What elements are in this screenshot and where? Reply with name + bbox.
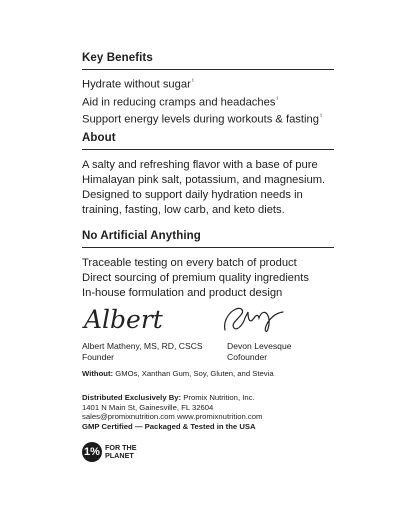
planet-logo-text: FOR THE PLANET: [105, 443, 137, 460]
benefit-line: Aid in reducing cramps and headaches$^{^1}$: [82, 96, 279, 109]
albert-signature-image: [82, 304, 172, 334]
cofounder-signature-block: [221, 304, 292, 362]
founder-signature-block: [82, 304, 203, 362]
section-title: About: [82, 132, 334, 150]
one-percent-for-the-planet-logo: [82, 442, 137, 462]
founder-name: Albert Matheny, MS, RD, CSCS: [82, 341, 203, 351]
without-statement: Without: GMOs, Xanthan Gum, Soy, Gluten, and Stevia: [82, 369, 274, 378]
founder-role: Founder: [82, 351, 115, 362]
cofounder-name: Devon Levesque: [227, 341, 292, 351]
distributor-block: [82, 393, 334, 431]
about-line: Himalayan pink salt, potassium, and magnesium.: [82, 174, 326, 186]
gmp-statement: GMP Certified — Packaged & Tested in the USA: [82, 421, 256, 431]
quality-line: In-house formulation and product design: [82, 287, 283, 299]
section-body: [82, 256, 334, 301]
devon-signature-image: [221, 304, 291, 334]
quality-line: Direct sourcing of premium quality ingredients: [82, 272, 309, 284]
section-body: [82, 158, 334, 218]
about-section: [82, 132, 334, 218]
about-line: training, fasting, low carb, and keto diets.: [82, 204, 285, 216]
section-body: [82, 75, 334, 128]
about-line: A salty and refreshing flavor with a base of pure: [82, 159, 318, 171]
section-title: Key Benefits: [82, 52, 334, 70]
key-benefits-section: [82, 52, 334, 128]
quality-line: Traceable testing on every batch of product: [82, 257, 297, 269]
cofounder-role: Cofounder: [227, 351, 268, 362]
section-title: No Artificial Anything: [82, 230, 334, 248]
distributor-contact: sales@promixnutrition.com www.promixnutrition.com: [82, 412, 263, 422]
distributor-address: 1401 N Main St, Gainesville, FL 32604: [82, 402, 214, 412]
svg-text:Albert: Albert: [84, 305, 163, 334]
benefit-line: Hydrate without sugar$^{^1}$: [82, 78, 194, 91]
no-artificial-section: [82, 230, 334, 301]
planet-logo-icon: 1%: [82, 442, 102, 462]
benefit-line: Support energy levels during workouts & fasting$^{^1}$: [82, 114, 322, 127]
about-line: Designed to support daily hydration needs in: [82, 189, 303, 201]
distributor-line: Distributed Exclusively By: Promix Nutrition, Inc.: [82, 393, 255, 402]
